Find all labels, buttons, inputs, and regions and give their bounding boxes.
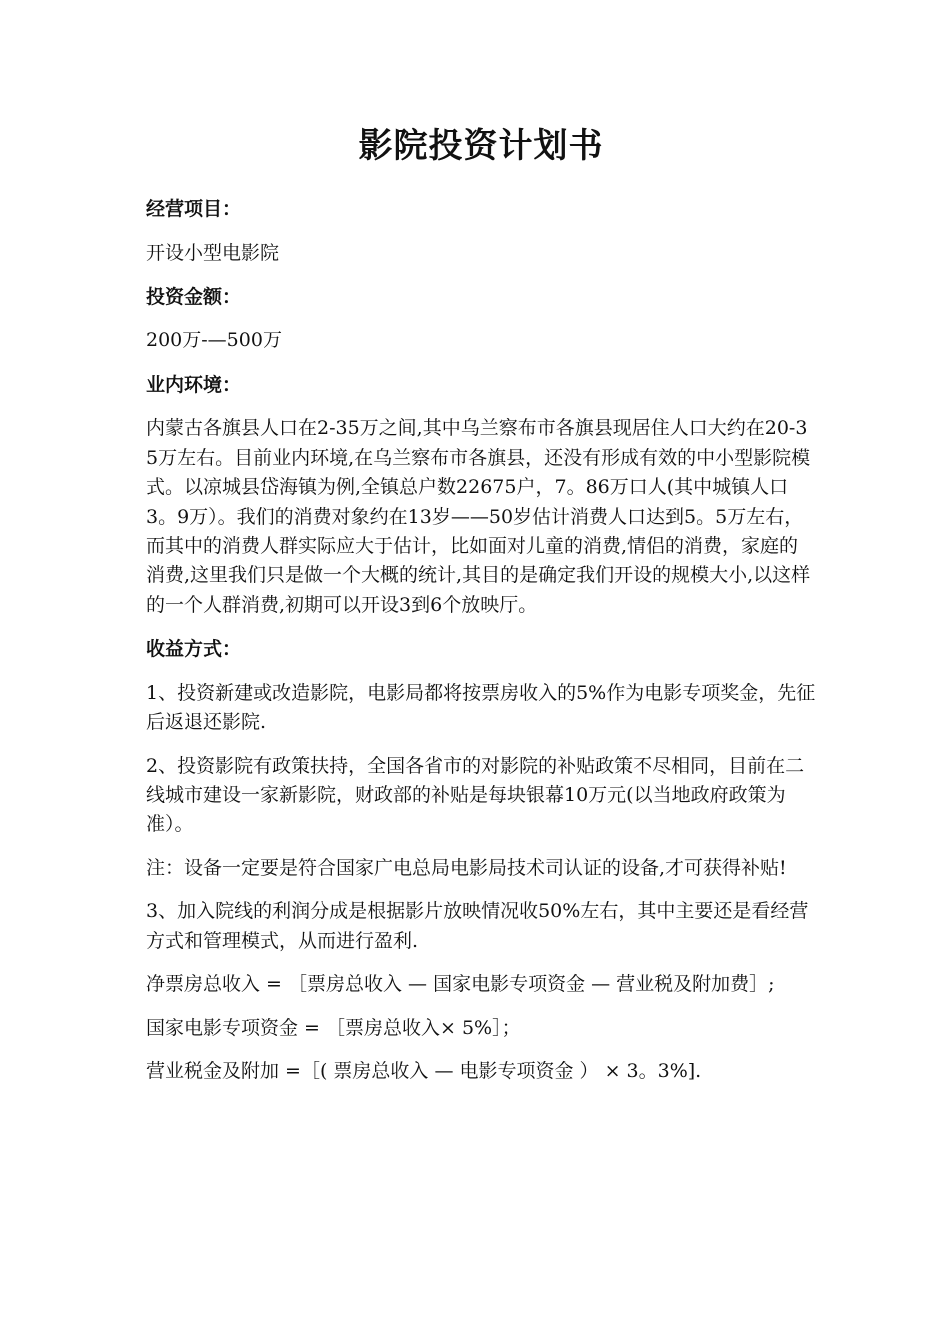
revenue-item-3: 3、加入院线的利润分成是根据影片放映情况收50%左右，其中主要还是看经营方式和管理模式，从而进行盈利. [146,900,809,952]
investment-body: 200万-—500万 [146,329,282,352]
formula-film-fund: 国家电影专项资金 = ［票房总收入× 5%］； [146,1016,521,1039]
revenue-note: 注：设备一定要是符合国家广电总局电影局技术司认证的设备,才可获得补贴! [146,856,787,879]
project-heading: 经营项目： [146,198,242,221]
revenue-item-2: 2、投资影院有政策扶持，全国各省市的对影院的补贴政策不尽相同，目前在二线城市建设一家新影院，财政部的补贴是每块银幕10万元(以当地政府政策为准）。 [146,754,805,836]
environment-body: 内蒙古各旗县人口在2-35万之间,其中乌兰察布市各旗县现居住人口大约在20-35万左右。目前业内环境,在乌兰察布市各旗县，还没有形成有效的中小型影院模式。以凉城县岱海镇为例,全镇总户数22675户，7。86万口人(其中城镇人口3。9万）。我们的消费对象约在13岁——50岁估计消费人口达到5。5万左右，而其中的消费人群实际应大于估计，比如面对儿童的消费,情侣的消费，家庭的消费,这里我们只是做一个大概的统计,其目的是确定我们开设的规模大小,以这样的一个人群消费,初期可以开设3到6个放映厅。 [146,417,811,616]
investment-heading: 投资金额： [146,286,242,309]
document-title: 影院投资计划书 [358,126,604,166]
project-body: 开设小型电影院 [146,241,280,264]
formula-net-box-office: 净票房总收入 = ［票房总收入 — 国家电影专项资金 — 营业税及附加费］; [146,973,775,996]
environment-heading: 业内环境： [146,373,242,396]
revenue-item-1: 1、投资新建或改造影院，电影局都将按票房收入的5%作为电影专项奖金，先征后返退还影院. [146,681,816,734]
revenue-heading: 收益方式： [146,638,242,661]
formula-business-tax: 营业税金及附加 =［( 票房总收入 — 电影专项资金 ） × 3。3%]. [146,1060,702,1083]
document-body [146,124,816,1101]
